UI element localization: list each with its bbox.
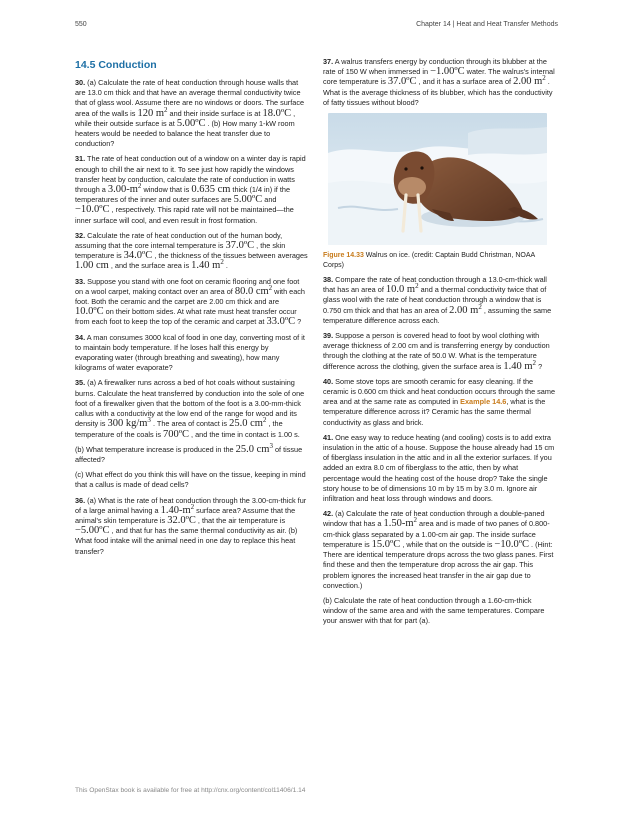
chapter-header: Chapter 14 | Heat and Heat Transfer Methods xyxy=(416,21,558,28)
problem-35-c: (c) What effect do you think this will have on the tissue, keeping in mind that a callus is made of dead cells? xyxy=(75,470,306,490)
left-column xyxy=(75,57,308,562)
problem-39: 39. Suppose a person is covered head to foot by wool clothing with average thickness of 2.00 cm and is transferring energy by conduction through the clothing at the rate of 50.0 W. What is the temperature difference across the clothing, given the surface area is 1.40 $m^2$ ? xyxy=(323,331,550,372)
right-column xyxy=(323,57,556,632)
problem-36: 36. (a) What is the rate of heat conduction through the 3.00-cm-thick fur of a large animal having a $1.40-m^2$ surface area? Assume that the animal's skin temperature is 32.0ºC , that the air temperature is −5.00ºC , and that fur has the same thermal conductivity as air. (b) What food intake will the animal need in one day to replace this heat transfer? xyxy=(75,495,307,556)
problem-42: 42. (a) Calculate the rate of heat conduction through a double-paned window that has a $1.50-m^2$ area and is made of two panes of 0.800-cm-thick glass separated by a 1.00-cm air gap. The inside surface temperature is 15.0ºC , while that on the outside is −10.0ºC . (Hint: There are identical temperature drops across the two glass panes. First find these and then the temperature drop across the air gap. This problem ignores the increased heat transfer in the air gap due to convection.) xyxy=(323,509,554,590)
walrus-photo xyxy=(328,113,547,245)
problem-42-b: (b) Calculate the rate of heat conduction through a 1.60-cm-thick window of the same area and with the same temperatures. Compare your answer with that for part (a). xyxy=(323,595,545,626)
problem-35: 35. (a) A firewalker runs across a bed of hot coals without sustaining burns. Calculate the heat transferred by conduction into the sole of one foot of a firewalker given that the bottom of the foot is a 3.00-mm-thick callus with a conductivity at the low end of the range for wood and its density is 300 $kg/m^3$ . The area of contact is 25.0 $cm^2$ , the temperature of the coals is 700ºC , and the time in contact is 1.00 s. xyxy=(75,378,305,440)
section-title: 14.5 Conduction xyxy=(75,59,157,71)
problem-31: 31. The rate of heat conduction out of a window on a winter day is rapid enough to chill the air next to it. To see just how rapidly the windows transfer heat by conduction, calculate the rate of conduction in watts through a $3.00-m^2$ window that is 0.635 cm thick (1/4 in) if the temperatures of the inner and outer surfaces are 5.00ºC and −10.0ºC , respectively. This rapid rate will not be maintained—the inner surface will cool, and even result in frost formation. xyxy=(75,154,306,225)
figure-caption: Figure 14.33 Walrus on ice. (credit: Captain Budd Christman, NOAA Corps) xyxy=(323,252,535,269)
problem-30: 30. (a) Calculate the rate of heat conduction through house walls that are 13.0 cm thick and that have an average thermal conductivity twice that of glass wool. Assume there are no windows or doors. The surface area of the walls is 120 $m^2$ and their inside surface is at 18.0ºC , while their outside surface is at 5.00ºC . (b) How many 1-kW room heaters would be needed to balance the heat transfer due to conduction? xyxy=(75,78,305,149)
walrus-on-ice-image xyxy=(328,113,547,245)
problem-38: 38. Compare the rate of heat conduction through a 13.0-cm-thick wall that has an area of 10.0 $m^2$ and a thermal conductivity twice that of glass wool with the rate of heat conduction through a window that is 0.750 cm thick and that has an area of 2.00 $m^2$ , assuming the same temperature difference across each. xyxy=(323,275,552,325)
problem-32: 32. Calculate the rate of heat conduction out of the human body, assuming that the core internal temperature is 37.0ºC , the skin temperature is 34.0ºC , the thickness of the tissues between averages 1.00 cm , and the surface area is 1.40 $m^2$ . xyxy=(75,230,308,272)
problem-41: 41. One easy way to reduce heating (and cooling) costs is to add extra insulation in the attic of a house. Suppose the house already had 15 cm of fiberglass insulation in the attic and in all the exterior surfaces. If you added an extra 8.0 cm of fiberglass to the attic, then by what percentage would the heating cost of the house drop? Take the single story house to be of dimensions 10 m by 15 m by 3.0 m. Ignore air infiltration and heat loss through windows and doors. xyxy=(323,432,555,504)
problem-33: 33. Suppose you stand with one foot on ceramic flooring and one foot on a wool carpet, making contact over an area of 80.0 $cm^2$ with each foot. Both the ceramic and the carpet are 2.00 cm thick and are 10.0ºC on their bottom sides. At what rate must heat transfer occur from each foot to keep the top of the ceramic and carpet at 33.0ºC ? xyxy=(75,276,305,328)
problem-40: 40. Some stove tops are smooth ceramic for easy cleaning. If the ceramic is 0.600 cm thick and heat conduction occurs through the same area and at the same rate as computed in Example 14.6, what is the temperature difference across it? Ceramic has the same thermal conductivity as glass and brick. xyxy=(323,376,556,427)
problem-37: 37. A walrus transfers energy by conduction through its blubber at the rate of 150 W when immersed in −1.00ºC water. The walrus's internal core temperature is 37.0ºC , and it has a surface area of 2.00 $m^2$ . What is the average thickness of its blubber, which has the conductivity of fatty tissues without blood? xyxy=(323,57,555,107)
example-14-6-link[interactable]: Example 14.6 xyxy=(460,397,507,407)
page-footer: This OpenStax book is available for free at http://cnx.org/content/col11406/1.14 xyxy=(75,787,306,794)
problem-35-b: (b) What temperature increase is produced in the 25.0 $cm^3$ of tissue affected? xyxy=(75,441,303,464)
problem-34: 34. A man consumes 3000 kcal of food in one day, converting most of it to maintain body temperature. If he loses half this energy by evaporating water (through breathing and sweating), how many kilograms of water evaporate? xyxy=(75,332,305,373)
page-number: 550 xyxy=(75,21,87,28)
